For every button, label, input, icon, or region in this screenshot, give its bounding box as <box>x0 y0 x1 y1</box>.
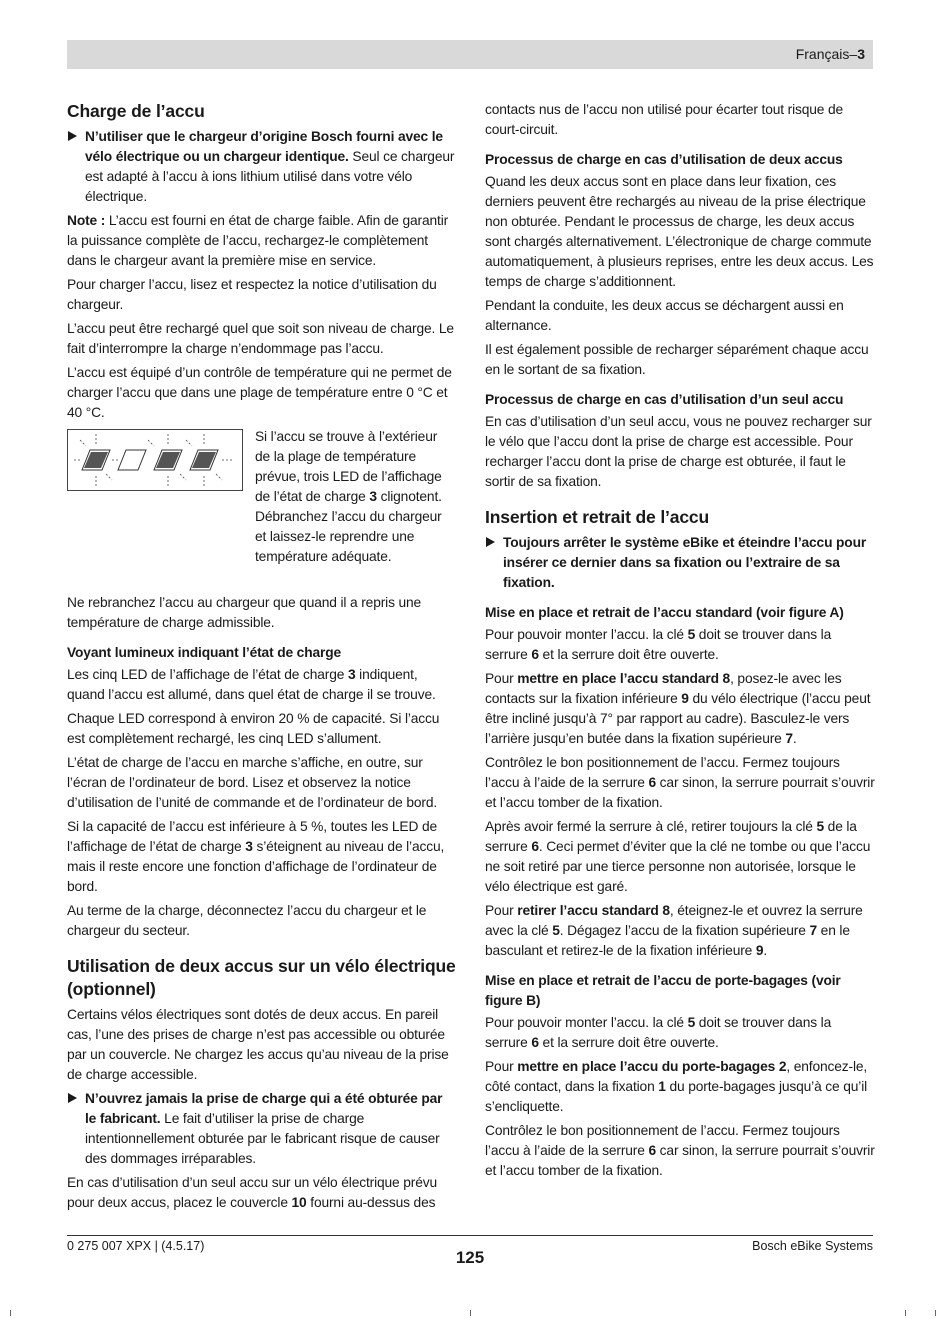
ref-number: 7 <box>809 923 817 938</box>
text-run: et la serrure doit être ouverte. <box>538 1035 719 1050</box>
ref-number: 6 <box>531 839 539 854</box>
paragraph-end-charge: Au terme de la charge, déconnectez l’accu du chargeur et le chargeur du secteur. <box>67 903 427 938</box>
bullet-bold-text: Toujours arrêter le système eBike et éteindre l’accu pour insérer ce dernier dans sa fixation ou l’extraire de sa fixation. <box>503 535 867 590</box>
warning-bullet-socket <box>67 1089 456 1169</box>
text-run: car sinon, la serrure pourrait s’ouvrir et l’accu tomber de la fixation. <box>485 775 875 810</box>
heading-insertion: Insertion et retrait de l’accu <box>485 507 710 527</box>
ref-number: 1 <box>658 1079 666 1094</box>
ref-number: 6 <box>648 775 656 790</box>
bullet-bold-text: N’utiliser que le chargeur d’origine Bosch fourni avec le vélo électrique ou un chargeur identique. <box>85 129 443 164</box>
ref-number: 3 <box>347 667 356 682</box>
text-run: doit se trouver dans la serrure <box>485 627 832 662</box>
ref-number: 5 <box>552 923 560 938</box>
figure-text-a: Si l’accu se trouve à l’extérieur de la plage de température prévue, trois LED de l’affichage de l’état de charge <box>255 429 442 504</box>
text-run: Contrôlez le bon positionnement de l’accu. Fermez toujours l’accu à l’aide de la serrure <box>485 1123 840 1158</box>
text-run: Pour pouvoir monter l’accu. la clé <box>485 1015 688 1030</box>
crop-mark <box>905 1310 906 1316</box>
triangle-bullet-icon <box>68 131 77 141</box>
header-dash: – <box>849 46 858 62</box>
paragraph-rack-place <box>485 1057 875 1117</box>
paragraph-process-two: Quand les deux accus sont en place dans leur fixation, ces derniers peuvent être rechargés au niveau de la prise électrique non obturée. Pendant le processus de charge, les deux accus sont chargés alternativement. L’électronique de charge commute automatiquement, à plusieurs reprises, entre les deux accus. Les temps de charge s’additionnent. <box>485 174 874 289</box>
ref-number: 6 <box>531 1035 539 1050</box>
paragraph-low-capacity <box>67 817 456 897</box>
paragraph-continued: contacts nus de l’accu non utilisé pour écarter tout risque de court-circuit. <box>485 102 844 137</box>
text-run: doit se trouver dans la serrure <box>485 1015 832 1050</box>
text-run: . <box>763 943 768 958</box>
header-page-num: 3 <box>857 46 865 62</box>
text-run: du vélo électrique (l’accu peut être incliné jusqu’à 7° par rapport au cadre). Basculez-le vers l’arrière jusqu’en butée dans la fixation supérieure <box>485 691 871 746</box>
figure-caption-text <box>255 427 455 567</box>
footer-page-number: 125 <box>455 1248 485 1267</box>
text-run: en le basculant et retirez-le de la fixation inférieure <box>485 923 850 958</box>
text-run: du porte-bagages jusqu’à ce qu’il s’encliquette. <box>485 1079 868 1114</box>
text-run: . Ceci permet d’éviter que la clé ne tombe ou que l’accu ne soit retiré par une tierce personne non autorisée, lorsque le vélo électrique est garé. <box>485 839 871 894</box>
warning-bullet-ebike <box>485 533 875 593</box>
paragraph-std-key <box>485 817 875 897</box>
paragraph-std-place <box>485 669 875 749</box>
text-run: de la serrure <box>485 819 857 854</box>
ref-number: 6 <box>531 647 539 662</box>
paragraph-display: L’état de charge de l’accu en marche s’affiche, en outre, sur l’écran de l’ordinateur de bord. Lisez et observez la notice d’utilisation de l’unité de commande et de l’ordinateur de bord. <box>67 755 438 810</box>
triangle-bullet-icon <box>68 1093 77 1103</box>
paragraph-std-mount <box>485 625 875 665</box>
bold-run: mettre en place l’accu standard 8 <box>517 671 731 686</box>
text-run: Pour pouvoir monter l’accu. la clé <box>485 627 688 642</box>
heading-rack-battery: Mise en place et retrait de l’accu de porte-bagages (voir figure B) <box>485 973 841 1008</box>
crop-mark <box>10 1310 11 1316</box>
paragraph-separate: Il est également possible de recharger séparément chaque accu en le sortant de sa fixation. <box>485 342 869 377</box>
crop-mark <box>935 1310 936 1316</box>
text-run: s’éteignent au niveau de l’accu, mais il reste encore une fonction d’affichage de l’ordinateur de bord. <box>67 839 445 894</box>
text-run: . <box>792 731 797 746</box>
text-run: , enfoncez-le, côté contact, dans la fixation <box>485 1059 868 1094</box>
footer-brand: Bosch eBike Systems <box>752 1239 873 1253</box>
ref-number: 9 <box>755 943 764 958</box>
text-run: Pour <box>485 671 518 686</box>
temperature-figure-block <box>67 427 456 589</box>
text-run: . Dégagez l’accu de la fixation supérieure <box>559 923 810 938</box>
text-run: Contrôlez le bon positionnement de l’accu. Fermez toujours l’accu à l’aide de la serrure <box>485 755 840 790</box>
left-column <box>67 100 456 1217</box>
text-run: Les cinq LED de l’affichage de l’état de charge <box>67 667 348 682</box>
note-text: L’accu est fourni en état de charge faible. Afin de garantir la puissance complète de l’accu, rechargez-le complètement dans le chargeur avant la première mise en service. <box>67 213 449 268</box>
text-run: fourni au-dessus des <box>306 1195 436 1210</box>
text-run: car sinon, la serrure pourrait s’ouvrir et l’accu tomber de la fixation. <box>485 1143 875 1178</box>
bullet-text: Le fait d’utiliser la prise de charge intentionnellement obturée par le fabricant risque de causer des dommages irréparables. <box>85 1111 440 1166</box>
ref-number: 5 <box>687 627 696 642</box>
header-language: Français <box>795 46 850 62</box>
text-run: Si la capacité de l’accu est inférieure à 5 %, toutes les LED de l’affichage de l’état de charge <box>67 819 438 854</box>
bullet-bold-text: N’ouvrez jamais la prise de charge qui a été obturée par le fabricant. <box>85 1091 443 1126</box>
paragraph-single-battery <box>67 1173 456 1213</box>
text-run: , posez-le avec les contacts sur la fixation inférieure <box>485 671 842 706</box>
blinking-led-icon <box>68 430 242 490</box>
text-run: Après avoir fermé la serrure à clé, retirer toujours la clé <box>485 819 817 834</box>
paragraph-reconnect: Ne rebranchez l’accu au chargeur que quand il a repris une température de charge admissible. <box>67 595 422 630</box>
ref-number: 5 <box>816 819 824 834</box>
heading-process-one: Processus de charge en cas d’utilisation d’un seul accu <box>485 392 844 407</box>
text-run: Pour <box>485 1059 518 1074</box>
triangle-bullet-icon <box>486 537 495 547</box>
paragraph-notice: Pour charger l’accu, lisez et respectez la notice d’utilisation du chargeur. <box>67 277 437 312</box>
footer-doc-ref: 0 275 007 XPX | (4.5.17) <box>67 1239 205 1253</box>
ref-number: 10 <box>291 1195 307 1210</box>
paragraph-driving: Pendant la conduite, les deux accus se déchargent aussi en alternance. <box>485 298 844 333</box>
right-column <box>485 100 875 1185</box>
ref-number: 7 <box>785 731 793 746</box>
paragraph-rack-check <box>485 1121 875 1181</box>
bullet-text: Seul ce chargeur est adapté à l’accu à ions lithium utilisé dans votre vélo électrique. <box>85 149 455 204</box>
heading-voyant: Voyant lumineux indiquant l’état de charge <box>67 645 342 660</box>
bold-run: retirer l’accu standard 8 <box>517 903 670 918</box>
footer-divider <box>67 1235 873 1236</box>
note-label: Note : <box>67 213 106 228</box>
led-display-illustration <box>67 429 243 491</box>
header-page-label <box>796 46 865 62</box>
heading-process-two: Processus de charge en cas d’utilisation de deux accus <box>485 152 843 167</box>
figure-ref-number: 3 <box>369 489 377 504</box>
paragraph-any-level: L’accu peut être rechargé quel que soit son niveau de charge. Le fait d’interrompre la charge n’endommage pas l’accu. <box>67 321 454 356</box>
header-bar <box>67 40 873 69</box>
warning-bullet-charger <box>67 127 456 207</box>
paragraph-std-remove <box>485 901 875 961</box>
crop-mark <box>470 1310 471 1316</box>
note-paragraph <box>67 211 456 271</box>
text-run: , éteignez-le et ouvrez la serrure avec la clé <box>485 903 863 938</box>
heading-two-batteries: Utilisation de deux accus sur un vélo électrique (optionnel) <box>67 956 456 999</box>
figure-text-b: clignotent. Débranchez l’accu du chargeur et laissez-le reprendre une température adéquate. <box>255 489 442 564</box>
paragraph-each-led: Chaque LED correspond à environ 20 % de capacité. Si l’accu est complètement rechargé, les cinq LED s’allument. <box>67 711 440 746</box>
paragraph-leds <box>67 665 456 705</box>
paragraph-rack-mount <box>485 1013 875 1053</box>
heading-charge: Charge de l’accu <box>67 101 205 121</box>
ref-number: 9 <box>681 691 689 706</box>
paragraph-process-one: En cas d’utilisation d’un seul accu, vous ne pouvez recharger sur le vélo que l’accu dont la prise de charge est accessible. Pour recharger l’accu dont la prise de charge est obturée, il faut le sortir de sa fixation. <box>485 414 872 489</box>
heading-standard-battery: Mise en place et retrait de l’accu standard (voir figure A) <box>485 605 844 620</box>
paragraph-std-check <box>485 753 875 813</box>
paragraph-temperature: L’accu est équipé d’un contrôle de température qui ne permet de charger l’accu que dans une plage de température entre 0 °C et 40 °C. <box>67 365 452 420</box>
text-run: En cas d’utilisation d’un seul accu sur un vélo électrique prévu pour deux accus, placez le couvercle <box>67 1175 438 1210</box>
ref-number: 3 <box>245 839 253 854</box>
text-run: indiquent, quand l’accu est allumé, dans quel état de charge il se trouve. <box>67 667 436 702</box>
text-run: Pour <box>485 903 518 918</box>
ref-number: 6 <box>648 1143 656 1158</box>
paragraph-two-batteries: Certains vélos électriques sont dotés de deux accus. En pareil cas, l’une des prises de charge n’est pas accessible ou obturée par un couvercle. Ne chargez les accus qu’au niveau de la prise de charge accessible. <box>67 1007 449 1082</box>
text-run: et la serrure doit être ouverte. <box>538 647 719 662</box>
ref-number: 5 <box>687 1015 696 1030</box>
bold-run: mettre en place l’accu du porte-bagages 2 <box>517 1059 787 1074</box>
